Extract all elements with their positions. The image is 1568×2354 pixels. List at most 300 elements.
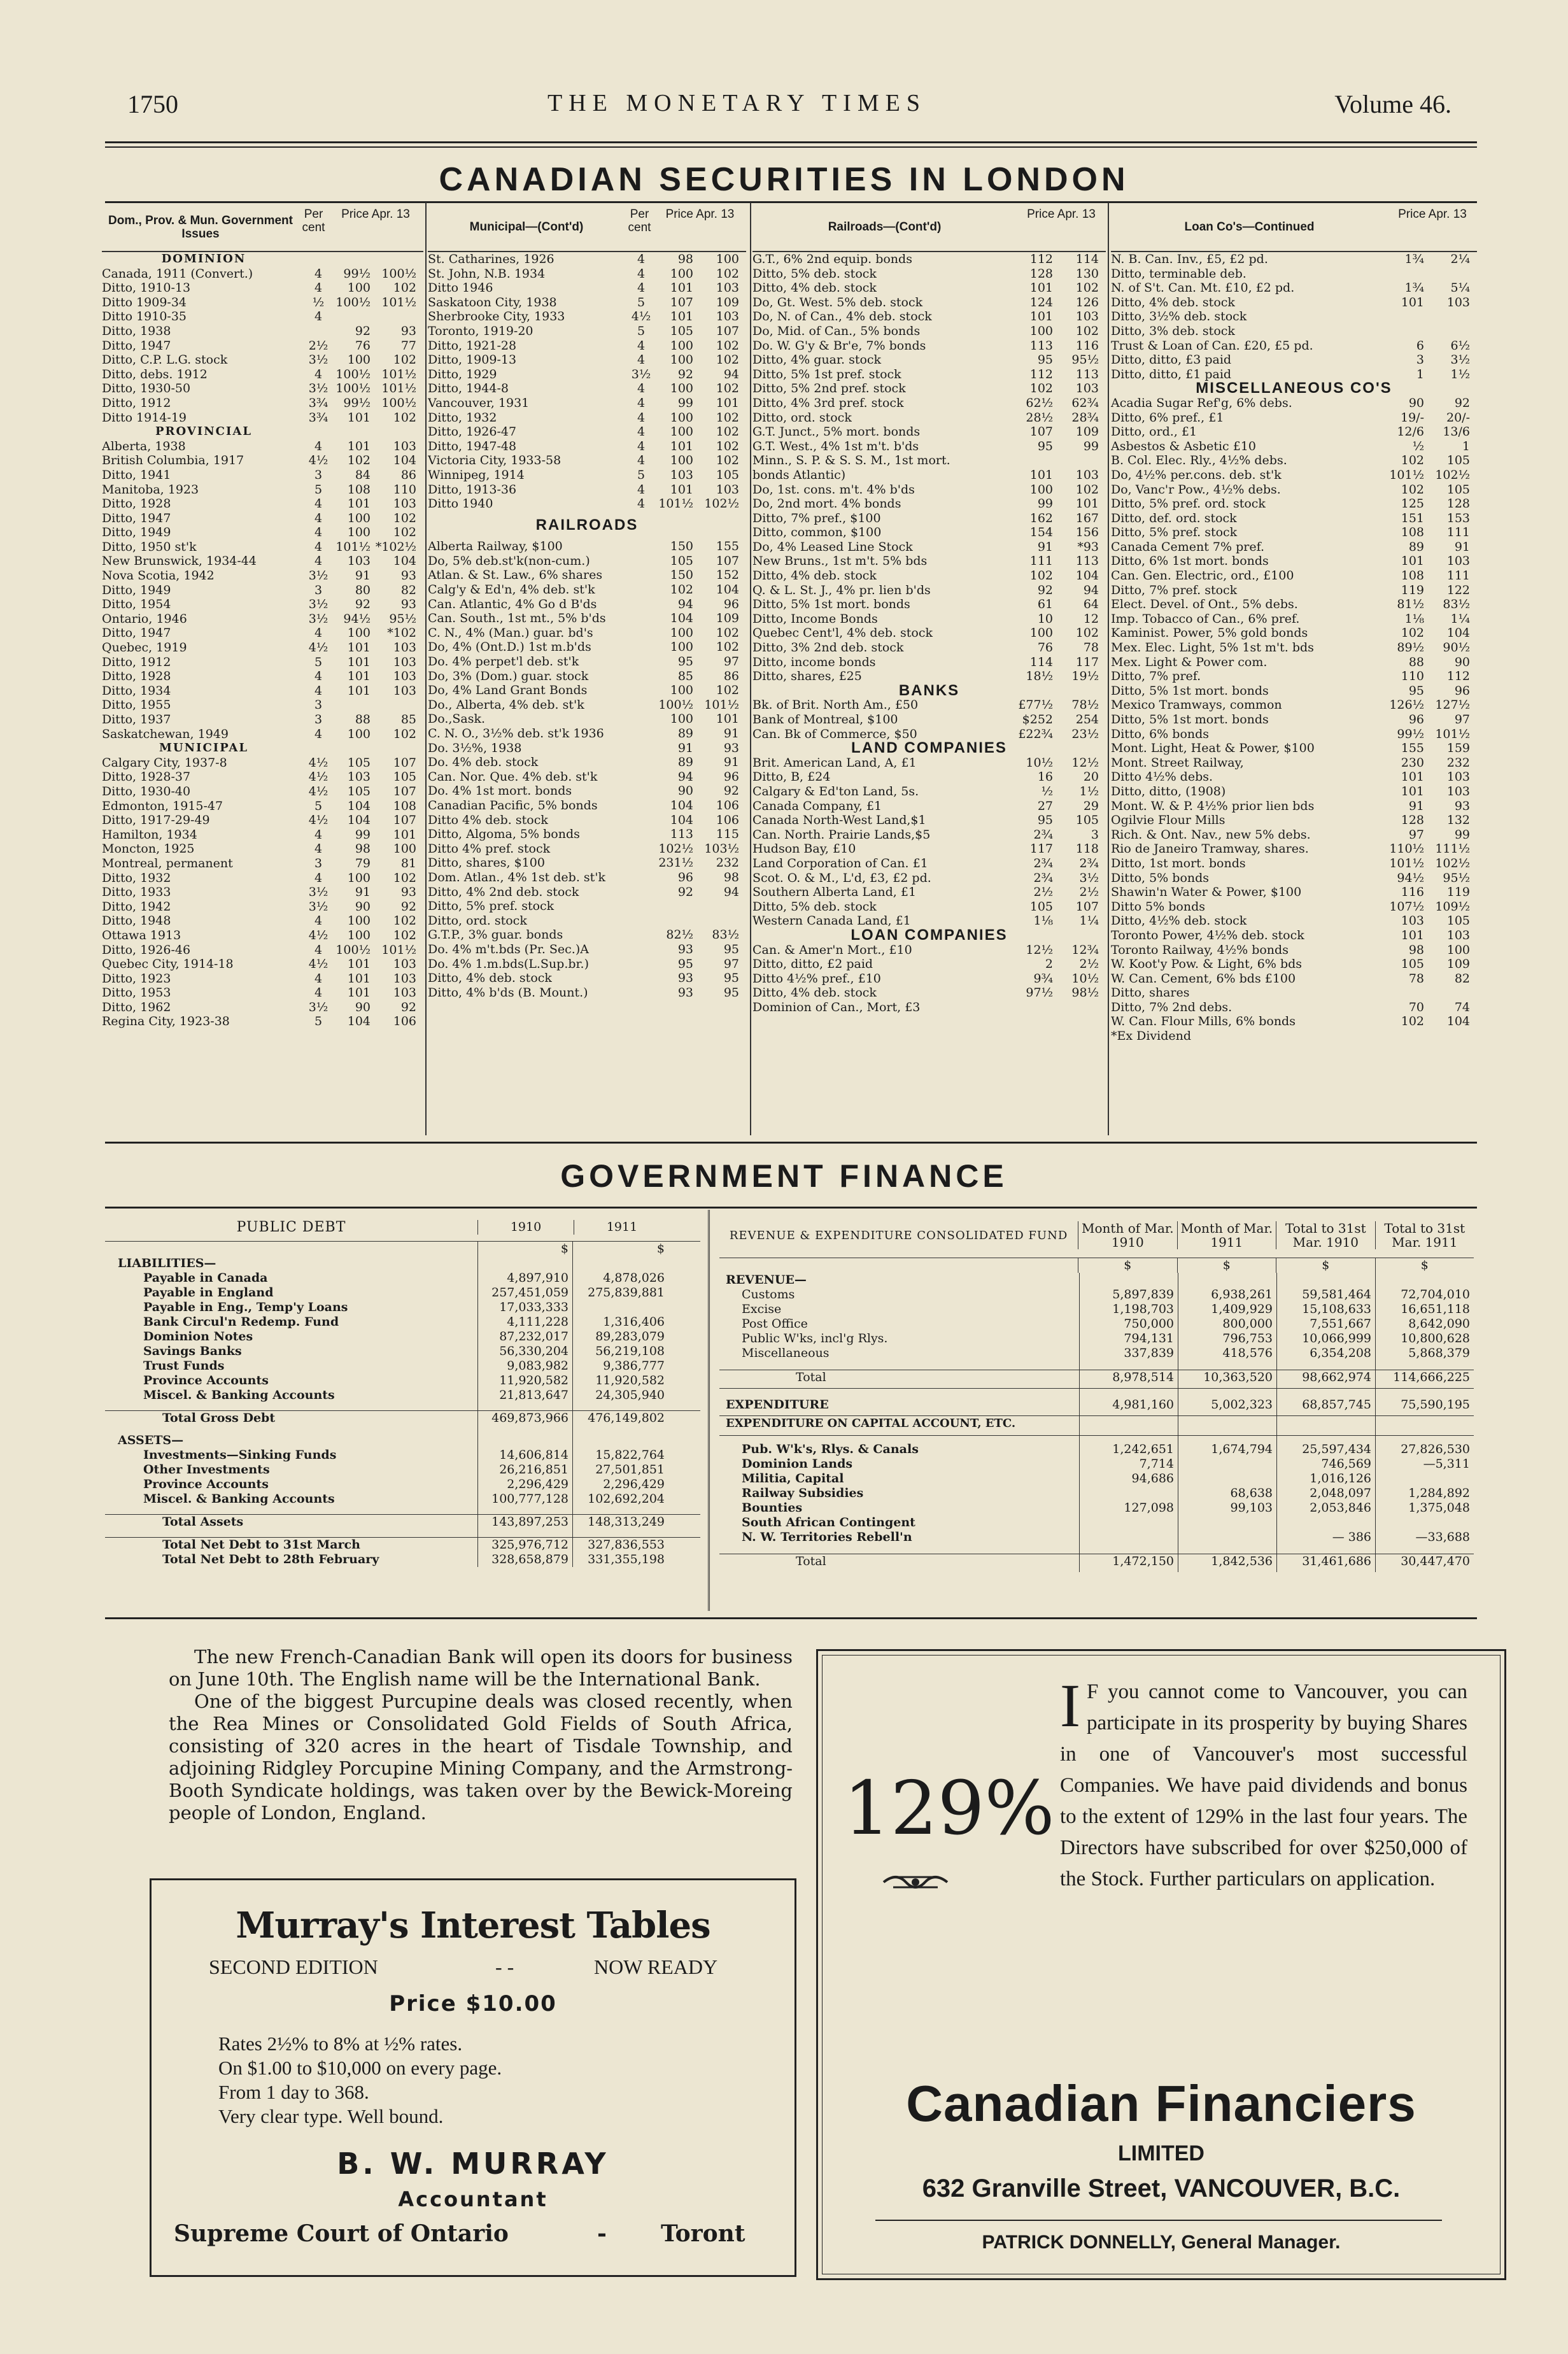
security-name: Ditto, 5% 1st mort. bonds — [1111, 713, 1269, 727]
revenue-value: 5,002,323 — [1178, 1398, 1276, 1415]
price-low: 89 — [677, 727, 693, 741]
price-high: 1½ — [1450, 367, 1470, 381]
security-row — [1111, 828, 1477, 842]
price-high: 117 — [1075, 655, 1099, 669]
price-high: 20/- — [1446, 410, 1470, 425]
column-loan-cos — [1111, 202, 1477, 1138]
security-name: Rio de Janeiro Tramway, shares. — [1111, 842, 1309, 856]
price-high: 12 — [1083, 611, 1099, 626]
price-low: 12½ — [1026, 942, 1053, 957]
revenue-value — [1375, 1471, 1474, 1486]
security-row — [752, 381, 1106, 396]
security-name: Ditto, 1955 — [102, 698, 171, 713]
price-low: 61 — [1037, 597, 1053, 612]
security-name: Toronto Power, 4½% deb. stock — [1111, 928, 1304, 942]
percent-cell — [628, 784, 654, 798]
security-name: Ditto 4½% pref., £10 — [752, 971, 881, 986]
price-low: 79 — [355, 856, 371, 870]
security-row — [1111, 885, 1477, 900]
revenue-value — [1178, 1416, 1276, 1435]
price-high: 102 — [716, 439, 739, 453]
price-high: 102 — [393, 410, 416, 425]
security-name: Ditto, 1932 — [102, 870, 171, 885]
percent-cell — [628, 842, 654, 856]
security-name: N. of S't. Can. Mt. £10, £2 pd. — [1111, 281, 1295, 295]
security-name: Mex. Light & Power com. — [1111, 655, 1268, 669]
security-name: Ditto, 1928-37 — [102, 770, 191, 784]
price-low: 1 — [1416, 367, 1424, 381]
price-low: 100 — [670, 712, 693, 727]
price-high: 102 — [393, 281, 416, 295]
security-row — [428, 483, 746, 497]
col-head-price: Price Apr. 13 — [341, 208, 410, 221]
price-low: 105 — [1029, 899, 1053, 914]
revenue-value: 746,569 — [1276, 1457, 1375, 1471]
price-low: 97½ — [1026, 986, 1053, 1000]
price-high: 6½ — [1450, 338, 1470, 353]
price-low: 162 — [1029, 511, 1053, 525]
security-row — [1111, 453, 1477, 468]
revenue-label: Miscellaneous — [742, 1346, 830, 1360]
security-name: Ditto, ditto, (1908) — [1111, 784, 1226, 798]
price-high: 104 — [716, 583, 739, 597]
price-low — [331, 309, 371, 324]
security-row — [1111, 986, 1477, 1000]
price-low: 98 — [1408, 942, 1424, 957]
revenue-value — [1375, 1545, 1474, 1554]
price-low: 3 — [1416, 353, 1424, 367]
security-name: Land Corporation of Can. £1 — [752, 856, 928, 870]
percent-cell: 5 — [314, 798, 323, 813]
debt-row — [105, 1410, 700, 1426]
security-row — [102, 813, 423, 828]
ad-limited: LIMITED — [1118, 2141, 1204, 2166]
price-high: 111 — [1446, 569, 1470, 583]
revenue-value: 1,472,150 — [1079, 1554, 1178, 1572]
price-high: 101½ — [381, 381, 416, 396]
security-name: Toronto, 1919-20 — [428, 323, 533, 338]
revenue-value — [1375, 1389, 1474, 1398]
percent-cell: 4 — [314, 942, 323, 957]
government-rule — [105, 1207, 1477, 1209]
price-low: 90 — [1408, 395, 1424, 410]
revenue-value: 796,753 — [1178, 1331, 1276, 1346]
security-row — [752, 986, 1106, 1000]
murray-advertisement — [150, 1878, 796, 2277]
price-low: 105 — [347, 784, 371, 798]
security-row — [102, 756, 423, 770]
price-high: 128 — [1446, 497, 1470, 511]
security-row — [1111, 928, 1477, 943]
price-low — [1385, 324, 1424, 339]
security-name: Canada, 1911 (Convert.) — [102, 266, 253, 281]
price-high: 91 — [723, 755, 739, 770]
revenue-table — [719, 1213, 1474, 1572]
security-row — [428, 640, 746, 655]
price-high: 130 — [1075, 266, 1099, 281]
price-high: 106 — [716, 812, 739, 827]
price-low: 101 — [347, 986, 371, 1000]
price-high: 103 — [1446, 770, 1470, 784]
revenue-value — [1178, 1471, 1276, 1486]
price-high: *93 — [1077, 539, 1099, 554]
price-low: 78 — [1408, 971, 1424, 986]
debt-row — [105, 1344, 700, 1359]
security-row — [752, 612, 1106, 627]
value-1910: 325,976,712 — [477, 1538, 573, 1552]
revenue-row — [719, 1471, 1474, 1486]
security-row — [1111, 799, 1477, 814]
price-high — [1424, 986, 1470, 1000]
debt-label — [105, 1426, 477, 1433]
security-name: Do, Mid. of Can., 5% bonds — [752, 323, 921, 338]
debt-label: ASSETS— — [118, 1433, 184, 1447]
security-name: Do, Vanc'r Pow., 4½% debs. — [1111, 482, 1281, 497]
percent-cell: 4½ — [631, 309, 651, 324]
price-low: 88 — [355, 713, 371, 727]
security-name: Do. 3½%, 1938 — [428, 741, 522, 755]
security-name: Ditto, 5% 2nd pref. stock — [752, 381, 906, 396]
price-low: 230 — [1401, 755, 1424, 770]
price-low: 104 — [347, 798, 371, 813]
price-low: 91 — [1037, 539, 1053, 554]
price-high: 102 — [716, 266, 739, 281]
price-low: 100 — [347, 353, 371, 367]
percent-cell — [628, 626, 654, 641]
section-heading: LOAN COMPANIES — [851, 926, 1008, 944]
price-low: 10½ — [1026, 755, 1053, 770]
revenue-value — [1276, 1515, 1375, 1530]
column-municipal — [428, 202, 746, 1138]
price-low: 100 — [1029, 626, 1053, 641]
security-name: Scot. O. & M., L'd, £3, £2 pd. — [752, 870, 931, 885]
debt-row — [105, 1514, 700, 1529]
price-low: 116 — [1401, 885, 1424, 900]
percent-cell — [628, 856, 654, 870]
price-low: 97 — [1408, 827, 1424, 842]
price-high: 91 — [1454, 539, 1470, 554]
price-high: 232 — [1446, 755, 1470, 770]
price-low: 19/- — [1401, 410, 1424, 425]
price-high: 102 — [716, 683, 739, 698]
security-name: Ditto, 3½% deb. stock — [1111, 309, 1247, 324]
price-low: 100 — [1029, 482, 1053, 497]
security-name: Do, 4% Leased Line Stock — [752, 539, 913, 554]
securities-bottom-rule — [105, 1142, 1477, 1144]
security-row — [752, 626, 1106, 641]
price-low: 100 — [670, 410, 693, 425]
revenue-value: 1,284,892 — [1375, 1486, 1474, 1501]
value-1911: 327,836,553 — [588, 1538, 665, 1552]
value-1910: 11,920,582 — [477, 1373, 573, 1388]
security-row — [428, 267, 746, 281]
percent-cell: 4 — [637, 453, 646, 468]
price-low: 1⅛ — [1404, 611, 1424, 626]
value-1911: 102,692,204 — [588, 1492, 665, 1506]
price-low: 101 — [1401, 784, 1424, 798]
price-high: 108 — [393, 798, 416, 813]
security-row — [428, 698, 746, 713]
price-high: 103 — [393, 641, 416, 655]
ad-line: Rates 2½% to 8% at ½% rates. — [218, 2032, 463, 2055]
price-high: 78 — [1083, 641, 1099, 655]
price-high: 95½ — [1443, 870, 1470, 885]
security-row — [428, 914, 746, 928]
security-name: Ditto, 6% pref., £1 — [1111, 410, 1224, 425]
price-high — [1424, 309, 1470, 324]
price-high: 96 — [1454, 683, 1470, 698]
revenue-label: REVENUE— — [726, 1273, 807, 1287]
revenue-value: 6,938,261 — [1178, 1287, 1276, 1302]
ad-company: Canadian Financiers — [906, 2075, 1416, 2132]
security-name: Ditto, shares, $100 — [428, 856, 545, 870]
revenue-label — [719, 1361, 1079, 1370]
percent-cell: 3¾ — [308, 395, 328, 410]
security-name: Ontario, 1946 — [102, 611, 187, 626]
security-name: Ditto, 4% 2nd deb. stock — [428, 884, 579, 899]
value-1910: 14,606,814 — [477, 1448, 573, 1463]
ornament-icon — [880, 1871, 950, 1894]
price-high: 101 — [716, 395, 739, 410]
revenue-value — [1276, 1273, 1375, 1287]
price-high: 103 — [393, 655, 416, 669]
price-high: 109 — [1446, 957, 1470, 972]
percent-cell — [628, 554, 654, 569]
revenue-value — [1375, 1273, 1474, 1287]
percent-cell — [628, 957, 654, 972]
security-name: Ditto, 6% 1st mort. bonds — [1111, 554, 1269, 569]
price-low: 113 — [670, 827, 693, 842]
security-name: Ditto, 1926-46 — [102, 942, 191, 957]
percent-cell: ½ — [312, 295, 325, 309]
news-paragraph: The new French-Canadian Bank will open its doors for business on June 10th. The English name will be the International Bank. — [169, 1646, 793, 1690]
debt-row — [105, 1373, 700, 1388]
price-high: *102½ — [375, 539, 416, 554]
ad-body: F you cannot come to Vancouver, you can participate in its prosperity by buying Shares in one of Vancouver's most successful Companies. We have paid dividends and bonus to the extent of 129% in the last four years. The Directors have subscribed for over $250,000 of the Stock. Further particulars on application. — [1060, 1680, 1467, 1890]
percent-cell: 4½ — [308, 784, 328, 798]
revenue-value: 30,447,470 — [1375, 1554, 1474, 1572]
security-name: Ditto, 4% deb. stock — [752, 281, 877, 295]
security-row — [102, 928, 423, 943]
revenue-row — [719, 1302, 1474, 1317]
price-low: 103 — [670, 467, 693, 482]
value-1910: 143,897,253 — [477, 1515, 573, 1529]
security-row — [752, 281, 1106, 295]
percent-cell — [628, 914, 654, 928]
percent-cell: 3½ — [631, 367, 651, 381]
price-low: 102 — [1401, 453, 1424, 468]
column-railroads — [752, 202, 1106, 1138]
price-low: 110 — [1401, 669, 1424, 684]
price-high — [1053, 453, 1099, 468]
price-high: 93 — [400, 323, 416, 338]
price-high: 103½ — [704, 841, 739, 856]
security-name: Ditto, 1909-13 — [428, 353, 517, 367]
security-name: Ditto, 3% 2nd deb. stock — [752, 641, 904, 655]
price-low: 91 — [355, 885, 371, 900]
security-name: Ditto, ord. stock — [752, 410, 852, 425]
security-row — [428, 309, 746, 324]
security-name: Do, 3% (Dom.) guar. stock — [428, 669, 589, 683]
security-row — [428, 252, 746, 267]
price-high: 103 — [1446, 784, 1470, 798]
security-name: Ditto, 7% 2nd debs. — [1111, 1000, 1233, 1014]
security-row — [752, 396, 1106, 411]
security-row — [102, 367, 423, 382]
security-row — [102, 554, 423, 569]
price-high — [371, 698, 416, 713]
percent-cell — [628, 568, 654, 583]
security-row — [752, 900, 1106, 914]
price-high: 104 — [1446, 1014, 1470, 1029]
security-row — [428, 411, 746, 425]
price-low: 93 — [677, 971, 693, 986]
percent-cell — [628, 928, 654, 942]
price-high: 74 — [1454, 1000, 1470, 1014]
price-low: 98 — [355, 842, 371, 856]
security-name: Dom. Atlan., 4% 1st deb. st'k — [428, 870, 606, 884]
security-row — [752, 972, 1106, 986]
price-high: 105 — [393, 770, 416, 784]
security-row — [1111, 411, 1477, 425]
value-1910: 56,330,204 — [477, 1344, 573, 1359]
security-row — [428, 957, 746, 972]
security-name: Do., Alberta, 4% deb. st'k — [428, 697, 584, 712]
security-row — [1111, 569, 1477, 583]
percent-cell: 4 — [314, 439, 323, 453]
value-1910: 87,232,017 — [477, 1329, 573, 1344]
price-high: 2½ — [1079, 957, 1099, 972]
security-name: Atlan. & St. Law., 6% shares — [428, 568, 603, 583]
price-high: 3½ — [1450, 353, 1470, 367]
security-name: Canada North-West Land,$1 — [752, 813, 926, 828]
price-high: 109 — [1075, 425, 1099, 439]
percent-cell — [628, 813, 654, 828]
price-low: 104 — [670, 798, 693, 812]
security-name: Saskatchewan, 1949 — [102, 727, 229, 741]
value-1910: 2,296,429 — [477, 1477, 573, 1492]
security-name: Quebec City, 1914-18 — [102, 957, 234, 972]
security-name: Trust & Loan of Can. £20, £5 pd. — [1111, 338, 1313, 353]
price-low: £77½ — [1018, 698, 1053, 713]
price-low: 105 — [1401, 957, 1424, 972]
percent-cell — [628, 755, 654, 770]
security-name: Ogilvie Flour Mills — [1111, 813, 1225, 828]
security-name: St. Catharines, 1926 — [428, 252, 554, 266]
percent-cell: 4 — [637, 338, 646, 353]
price-low: 119 — [1401, 583, 1424, 597]
revenue-value — [1178, 1457, 1276, 1471]
price-low: 95 — [677, 956, 693, 971]
value-1910 — [477, 1529, 573, 1537]
price-low: £22¾ — [1018, 727, 1053, 741]
percent-cell: 5 — [314, 482, 323, 497]
price-low — [1385, 267, 1424, 281]
security-row — [428, 971, 746, 986]
year-1911: 1911 — [606, 1219, 638, 1234]
revenue-row — [719, 1331, 1474, 1346]
price-high: 254 — [1075, 713, 1099, 727]
ad-title: Murray's Interest Tables — [236, 1904, 710, 1946]
price-high: 105 — [716, 467, 739, 482]
security-name: Kaminist. Power, 5% gold bonds — [1111, 626, 1308, 641]
news-paragraph: One of the biggest Purcupine deals was closed recently, when the Rea Mines or Consolidated Gold Fields of South Africa, consisting of 320 acres in the heart of Tisdale Township, and adjoining Ridgley Porcupine Mining Company, and the Armstrong-Booth Syndicate holdings, was taken over by the Bewick-Moreing people of London, England. — [169, 1691, 793, 1824]
security-row — [102, 583, 423, 598]
revenue-value: 2,048,097 — [1276, 1486, 1375, 1501]
security-row — [752, 497, 1106, 511]
debt-row — [105, 1286, 700, 1300]
value-1911 — [573, 1433, 668, 1448]
percent-cell: 4 — [314, 309, 323, 324]
value-1911: 24,305,940 — [595, 1388, 665, 1402]
price-high: 103 — [1446, 295, 1470, 309]
price-low: 100 — [347, 914, 371, 928]
revenue-value: 2,053,846 — [1276, 1501, 1375, 1515]
price-low: 101½ — [335, 539, 371, 554]
value-1910: 4,111,228 — [477, 1315, 573, 1329]
price-low: 91 — [677, 741, 693, 755]
value-1911: 89,283,079 — [595, 1329, 665, 1344]
security-row — [752, 655, 1106, 670]
security-name: Do. 4% m't.bds (Pr. Sec.)A — [428, 942, 589, 956]
price-high: 118 — [1075, 842, 1099, 856]
revenue-value — [1178, 1436, 1276, 1442]
price-high: 126 — [1075, 295, 1099, 309]
percent-cell: 4 — [314, 554, 323, 569]
security-row — [1111, 525, 1477, 540]
security-row — [102, 856, 423, 871]
security-name: Brit. American Land, A, £1 — [752, 755, 917, 770]
price-high: 101½ — [704, 697, 739, 712]
price-low: 114 — [1029, 655, 1053, 669]
revenue-value — [1178, 1530, 1276, 1545]
price-low: 155 — [1401, 741, 1424, 756]
section-label: MUNICIPAL — [159, 741, 249, 755]
security-row — [1111, 842, 1477, 856]
price-low: 92 — [1037, 583, 1053, 597]
price-high: 100½ — [381, 395, 416, 410]
security-name: Do, 4% Land Grant Bonds — [428, 683, 588, 698]
price-high: 20 — [1083, 770, 1099, 784]
revenue-value: 68,857,745 — [1276, 1398, 1375, 1415]
revenue-label: N. W. Territories Rebell'n — [742, 1530, 912, 1544]
price-high: 93 — [723, 741, 739, 755]
price-low: 98 — [677, 252, 693, 266]
security-name: Ditto, income bonds — [752, 655, 876, 669]
price-high: 92 — [400, 899, 416, 914]
col-head-name: Dom., Prov. & Mun. Government Issues — [108, 214, 293, 241]
debt-label: Trust Funds — [143, 1359, 225, 1373]
security-row — [1111, 309, 1477, 324]
percent-cell: 4 — [637, 395, 646, 410]
security-row — [1111, 324, 1477, 339]
price-high: 1½ — [1079, 784, 1099, 798]
revenue-value: 25,597,434 — [1276, 1442, 1375, 1457]
price-high: 119 — [1446, 885, 1470, 900]
revenue-row — [719, 1416, 1474, 1436]
debt-row — [105, 1433, 700, 1448]
price-high: 103 — [1075, 309, 1099, 324]
price-high: 103 — [393, 683, 416, 698]
debt-label: Payable in England — [143, 1286, 274, 1300]
security-row — [102, 641, 423, 655]
revenue-col-head: Month of Mar. 1910 — [1078, 1221, 1176, 1249]
security-row — [102, 986, 423, 1000]
debt-label: Bank Circul'n Redemp. Fund — [143, 1315, 339, 1329]
security-row — [102, 684, 423, 698]
page-number: 1750 — [127, 90, 178, 118]
percent-cell: 4 — [314, 971, 323, 986]
